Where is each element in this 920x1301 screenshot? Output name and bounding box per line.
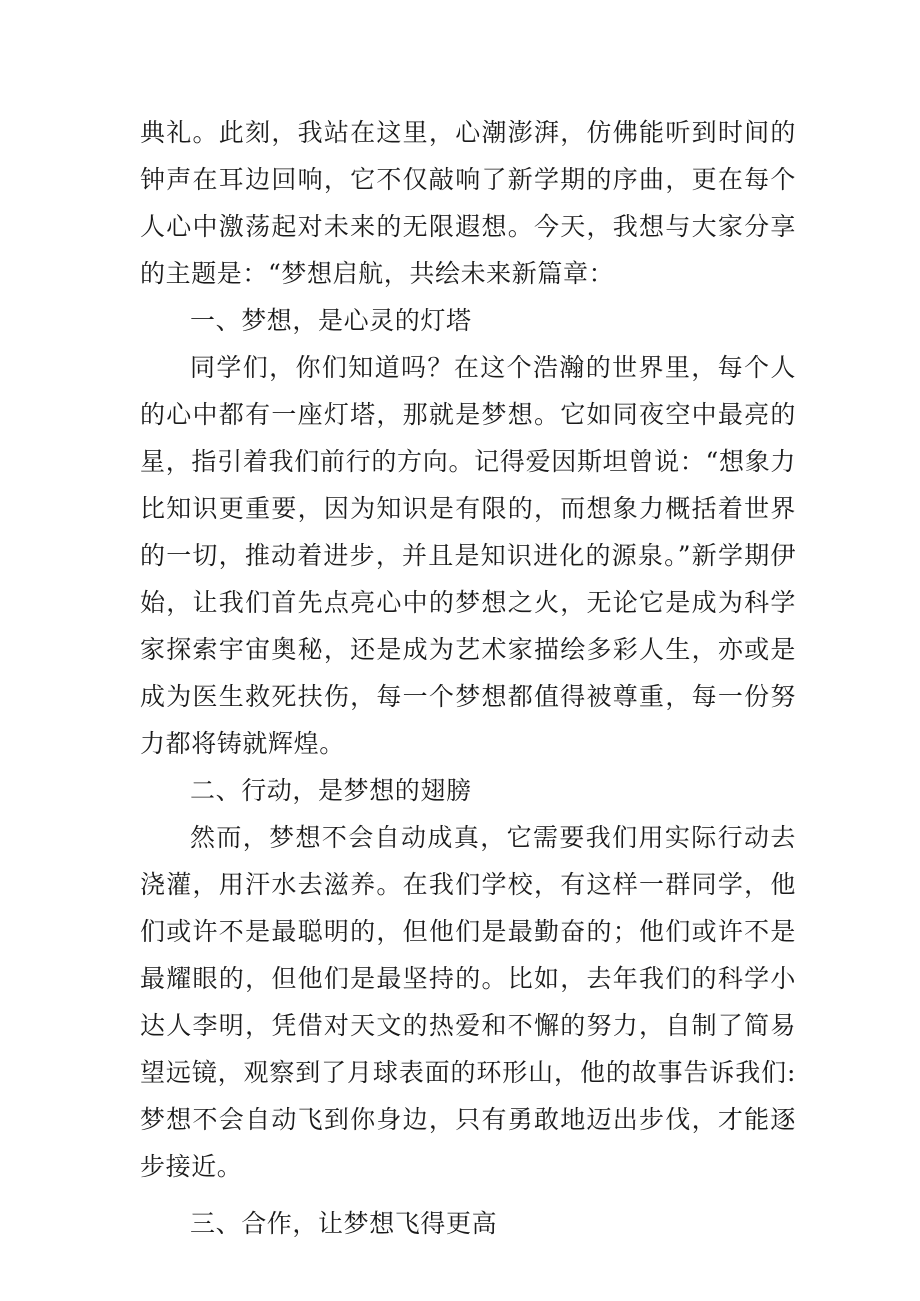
section-heading-3: 三、合作，让梦想飞得更高	[190, 1209, 498, 1238]
paragraph-section-2: 然而，梦想不会自动成真，它需要我们用实际行动去浇灌，用汗水去滋养。在我们学校，有这样一群同学，他们或许不是最聪明的，但他们是最勤奋的；他们或许不是最耀眼的，但他们是最坚持的。比如，去年我们的科学小达人李明，凭借对天文的热爱和不懈的努力，自制了简易望远镜，观察到了月球表面的环形山，他的故事告诉我们:梦想不会自动飞到你身边，只有勇敢地迈出步伐，才能逐步接近。	[140, 823, 796, 1181]
section-heading-2: 二、行动，是梦想的翅膀	[190, 776, 472, 805]
document-body	[140, 109, 796, 1247]
paragraph-section-1: 同学们，你们知道吗？在这个浩瀚的世界里，每个人的心中都有一座灯塔，那就是梦想。它如同夜空中最亮的星，指引着我们前行的方向。记得爱因斯坦曾说：“想象力比知识更重要，因为知识是有限的，而想象力概括着世界的一切，推动着进步，并且是知识进化的源泉。”新学期伊始，让我们首先点亮心中的梦想之火，无论它是成为科学家探索宇宙奥秘，还是成为艺术家描绘多彩人生，亦或是成为医生救死扶伤，每一个梦想都值得被尊重，每一份努力都将铸就辉煌。	[140, 353, 796, 758]
section-heading-1: 一、梦想，是心灵的灯塔	[190, 306, 472, 335]
paragraph-intro-continued: 典礼。此刻，我站在这里，心潮澎湃，仿佛能听到时间的钟声在耳边回响，它不仅敲响了新学期的序曲，更在每个人心中激荡起对未来的无限遐想。今天，我想与大家分享的主题是：“梦想启航，共绘未来新篇章：	[140, 118, 796, 288]
